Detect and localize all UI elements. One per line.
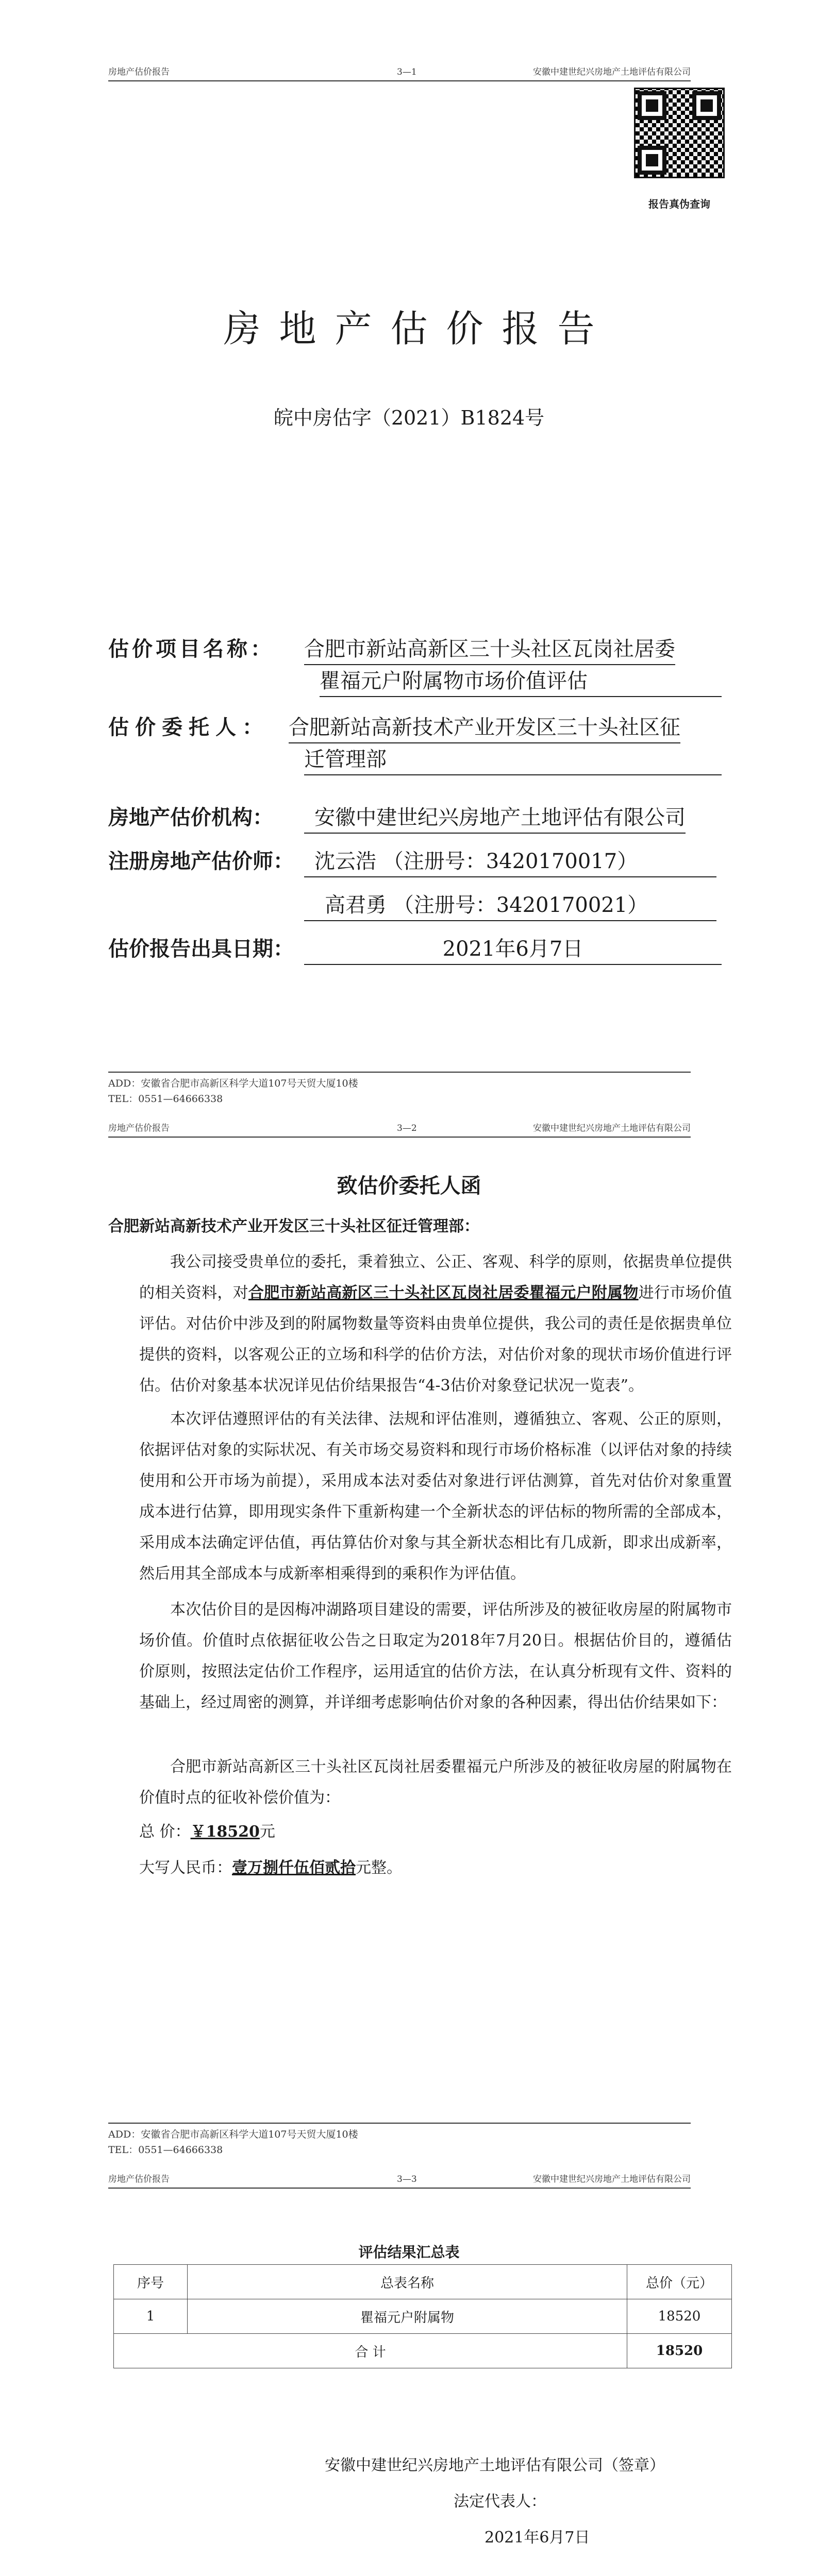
col-value: 总价（元） <box>627 2265 732 2299</box>
client-value-line1: 合肥新站高新技术产业开发区三十头社区征 <box>289 711 680 743</box>
header-left: 房地产估价报告 <box>108 1123 170 1133</box>
footer-address: ADD：安徽省合肥市高新区科学大道107号天贸大厦10楼 <box>108 2129 358 2140</box>
table-row <box>114 2299 732 2334</box>
row-no: 1 <box>114 2299 188 2334</box>
total-price: 总 价：￥18520元 <box>139 1823 275 1841</box>
date-value: 2021年6月7日 <box>304 933 722 965</box>
col-no: 序号 <box>114 2265 188 2299</box>
page1-header <box>108 62 691 81</box>
header-page-number: 3—3 <box>397 2174 417 2184</box>
qr-caption: 报告真伪查询 <box>648 198 710 210</box>
header-left: 房地产估价报告 <box>108 2174 170 2184</box>
total-price-upper: 大写人民币：壹万捌仟伍佰贰拾元整。 <box>139 1859 402 1877</box>
sign-date: 2021年6月7日 <box>485 2529 590 2547</box>
qr-code-icon[interactable] <box>634 88 725 178</box>
project-value-line1: 合肥市新站高新区三十头社区瓦岗社居委 <box>304 633 675 665</box>
page1-footer <box>108 1072 691 1107</box>
project-label: 估价项目名称： <box>108 637 274 661</box>
org-value: 安徽中建世纪兴房地产土地评估有限公司 <box>304 801 686 834</box>
appraisal-object: 合肥市新站高新区三十头社区瓦岗社居委瞿福元户附属物 <box>248 1284 639 1302</box>
footer-tel: TEL：0551—64666338 <box>108 2144 223 2156</box>
letter-addressee: 合肥新站高新技术产业开发区三十头社区征迁管理部： <box>108 1217 479 1235</box>
footer-tel: TEL：0551—64666338 <box>108 1093 223 1105</box>
date-label: 估价报告出具日期： <box>108 937 294 961</box>
project-value-line2: 瞿福元户附属物市场价值评估 <box>320 665 722 697</box>
sign-company: 安徽中建世纪兴房地产土地评估有限公司（签章） <box>325 2456 665 2475</box>
report-title: 房地产估价报告 <box>223 307 613 350</box>
letter-title: 致估价委托人函 <box>337 1174 481 1198</box>
report-number: 皖中房估字（2021）B1824号 <box>273 406 545 429</box>
row-value: 18520 <box>627 2299 732 2334</box>
appraiser-2: 高君勇 （注册号：3420170021） <box>304 889 716 921</box>
letter-paragraph-4: 合肥市新站高新区三十头社区瓦岗社居委瞿福元户所涉及的被征收房屋的附属物在价值时点的征收补偿价值为： <box>139 1758 732 1807</box>
letter-paragraph-3: 本次估价目的是因梅冲湖路项目建设的需要，评估所涉及的被征收房屋的附属物市场价值。价值时点依据征收公告之日取定为2018年7月20日。根据估价目的，遵循估价原则，按照法定估价工作程序，运用适宜的估价方法，在认真分析现有文件、资料的基础上，经过周密的测算，并详细考虑影响估价对象的各种因素，得出估价结果如下： <box>139 1601 732 1711</box>
footer-address: ADD：安徽省合肥市高新区科学大道107号天贸大厦10楼 <box>108 1078 358 1089</box>
row-name: 瞿福元户附属物 <box>188 2299 627 2334</box>
table-total-row <box>114 2334 732 2368</box>
client-value-line2: 迁管理部 <box>304 743 722 775</box>
page2-footer <box>108 2123 691 2158</box>
header-page-number: 3—2 <box>397 1123 417 1133</box>
header-page-number: 3—1 <box>397 67 417 77</box>
summary-table <box>113 2264 732 2368</box>
page3-header <box>108 2169 691 2189</box>
total-label: 合 计 <box>114 2334 627 2368</box>
header-left: 房地产估价报告 <box>108 67 170 77</box>
total-value: 18520 <box>627 2334 732 2368</box>
summary-title: 评估结果汇总表 <box>358 2244 460 2261</box>
header-company: 安徽中建世纪兴房地产土地评估有限公司 <box>533 2174 691 2184</box>
org-label: 房地产估价机构： <box>108 805 273 829</box>
letter-paragraph-1: 我公司接受贵单位的委托，秉着独立、公正、客观、科学的原则，依据贵单位提供的相关资料，对合肥市新站高新区三十头社区瓦岗社居委瞿福元户附属物进行市场价值评估。对估价中涉及到的附属物数量等资料由贵单位提供，我公司的责任是依据贵单位提供的资料，以客观公正的立场和科学的估价方法，对估价对象的现状市场价值进行评估。估价对象基本状况详见估价结果报告“4-3估价对象登记状况一览表”。 <box>139 1253 732 1395</box>
col-name: 总表名称 <box>188 2265 627 2299</box>
appraiser-1: 沈云浩 （注册号：3420170017） <box>304 845 716 877</box>
appraiser-label: 注册房地产估价师： <box>108 849 294 873</box>
header-company: 安徽中建世纪兴房地产土地评估有限公司 <box>533 67 691 77</box>
table-header-row <box>114 2265 732 2299</box>
client-label: 估价委托人： <box>108 715 269 739</box>
sign-representative: 法定代表人： <box>454 2493 546 2511</box>
letter-paragraph-2: 本次评估遵照评估的有关法律、法规和评估准则，遵循独立、客观、公正的原则，依据评估对象的实际状况、有关市场交易资料和现行市场价格标准（以评估对象的持续使用和公开市场为前提），采用成本法对委估对象进行评估测算，首先对估价对象重置成本进行估算，即用现实条件下重新构建一个全新状态的评估标的物所需的全部成本，采用成本法确定评估值，再估算估价对象与其全新状态相比有几成新，即求出成新率，然后用其全部成本与成新率相乘得到的乘积作为评估值。 <box>139 1410 732 1583</box>
header-company: 安徽中建世纪兴房地产土地评估有限公司 <box>533 1123 691 1133</box>
page2-header <box>108 1118 691 1138</box>
